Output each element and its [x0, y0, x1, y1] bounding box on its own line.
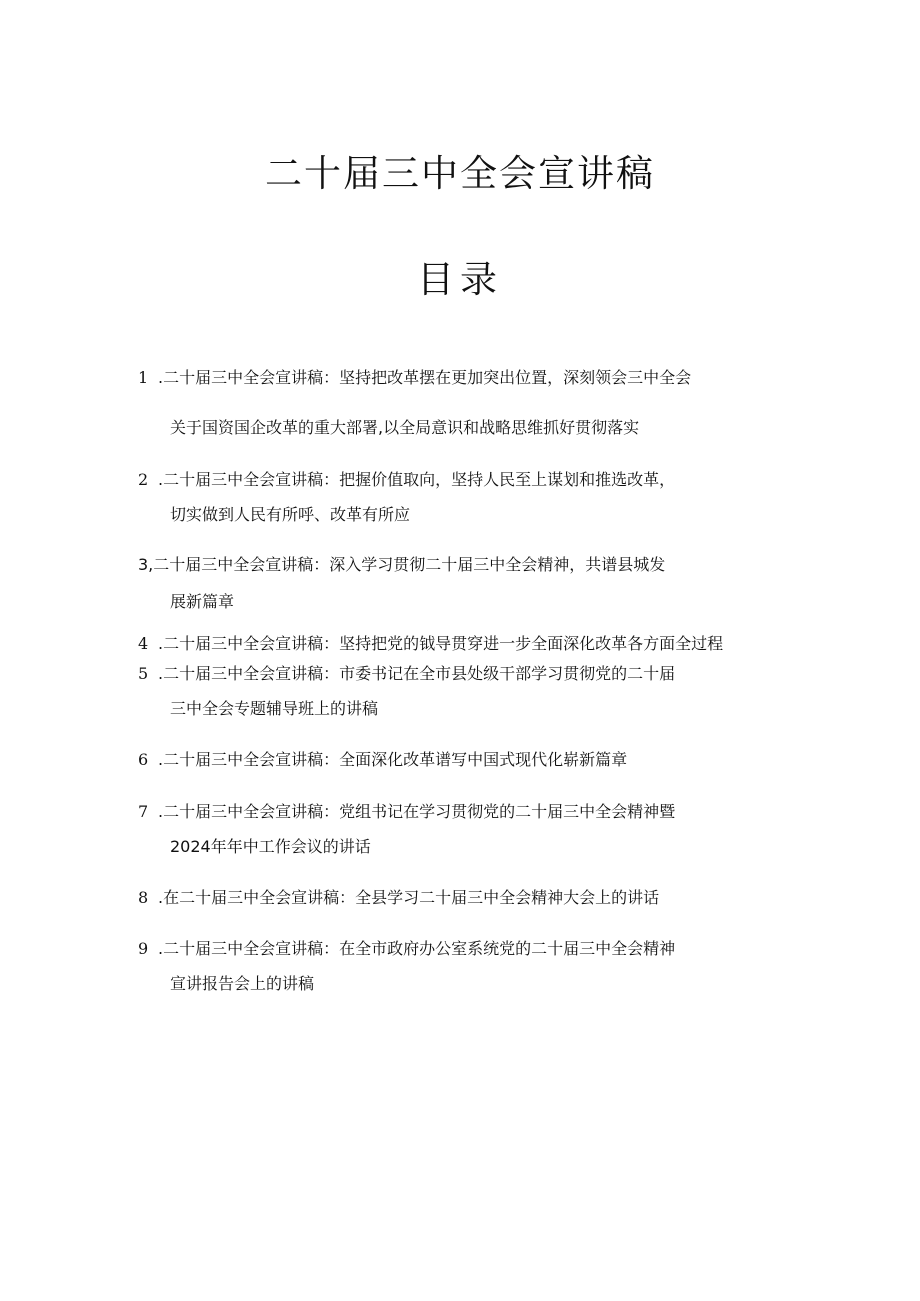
toc-entry-title-continued: 2024年年中工作会议的讲话 — [170, 837, 371, 856]
toc-entry-title-continued: 三中全会专题辅导班上的讲稿 — [170, 699, 379, 718]
toc-entry-title: .二十届三中全会宣讲稿：在全市政府办公室系统党的二十届三中全会精神 — [158, 939, 676, 958]
toc-entry-number: 8 — [138, 888, 149, 907]
toc-entry-title-continued: 展新篇章 — [170, 592, 235, 611]
toc-entry-number: 2 — [138, 470, 149, 489]
toc-entry-title: .在二十届三中全会宣讲稿：全县学习二十届三中全会精神大会上的讲话 — [158, 888, 660, 907]
toc-entry-title: .二十届三中全会宣讲稿：党组书记在学习贯彻党的二十届三中全会精神暨 — [158, 802, 676, 821]
toc-entry-title-continued: 切实做到人民有所呼、改革有所应 — [170, 505, 411, 524]
toc-entry-number: 4 — [138, 634, 149, 653]
toc-entry-title: .二十届三中全会宣讲稿：把握价值取向，坚持人民至上谋划和推选改革， — [158, 470, 676, 489]
toc-entry-title: 3,二十届三中全会宣讲稿：深入学习贯彻二十届三中全会精神，共谱县城发 — [138, 555, 666, 574]
toc-heading: 目录 — [417, 258, 503, 301]
toc-entry-title: .二十届三中全会宣讲稿：市委书记在全市县处级干部学习贯彻党的二十届 — [158, 664, 676, 683]
toc-entry-title: .二十届三中全会宣讲稿：坚持把党的钺导贯穿进一步全面深化改革各方面全过程 — [158, 634, 724, 653]
toc-entry-number: 5 — [138, 664, 149, 683]
toc-entry-number: 6 — [138, 750, 149, 769]
toc-entry-number: 7 — [138, 802, 149, 821]
toc-entry-title-continued: 关于国资国企改革的重大部署,以全局意识和战略思维抓好贯彻落实 — [170, 418, 640, 437]
document-title: 二十届三中全会宣讲稿 — [265, 152, 655, 195]
toc-entry-title: .二十届三中全会宣讲稿：全面深化改革谱写中国式现代化崭新篇章 — [158, 750, 628, 769]
toc-entry-title: .二十届三中全会宣讲稿：坚持把改革摆在更加突出位置，深刻领会三中全会 — [158, 368, 692, 387]
toc-entry-number: 9 — [138, 939, 149, 958]
toc-entry-title-continued: 宣讲报告会上的讲稿 — [170, 974, 315, 993]
toc-entry-number: 1 — [138, 368, 149, 387]
